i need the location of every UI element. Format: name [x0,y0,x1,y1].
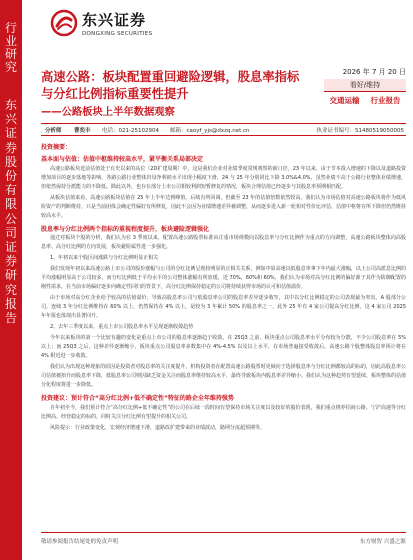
section-heading: 投资摘要： [41,144,72,151]
report-subtitle: ——公路板块上半年数据观察 [41,106,175,118]
body-paragraph: 通过对板块个股的分析，我们认为在 3 季度以来，配置高速公路股票标准由注重市场规模向以股息率与分红比例作为重点的方向调整，高速公路板块整体向高股息率、高分红比例的方向发展，板块避险属性进一步强化。 [41,235,406,250]
report-meta [324,67,406,107]
analyst-phone: 电话：021-25102904 [102,127,159,134]
rating-values-row [324,94,406,107]
logo-chinese-text: 东兴证券 [82,11,147,29]
body-paragraph: 从板块估值来看，高速公路板块估值在 25 年上半年达到峰值，后续有所回调，但截至 23 年的估值倍数依然较高。我们认为市场估值对高速公路板块将作为低风险资产的判断维持，只是当前团体会确定性偏好有所修复，因此不会因为业绩增速差异被调整，从而逐步进入新一轮相对性价比评估，估值中枢将有所下降但仍然维持较高水平。 [41,194,407,219]
body-paragraph: 2、去年三季度以来，重点上市公司股息率水平呈现逐渐收敛趋势 [50,324,194,330]
report-type-label: 行业报告 [370,96,401,105]
analyst-email[interactable]: 邮箱：caoyf_yjs@dxzq.net.cn [170,127,250,134]
footer-divider [41,532,406,533]
sidebar-strip [0,0,22,560]
logo-english-text: DONGXING SECURITIES [82,31,153,37]
body-paragraph: 高速公路板块近前估值处于有史以来的高位（2D扩建周期）中，这是我们企业对业绩季度常规观察的新口径，23 年以来，由于节本投入增速的下降以及道路投资增加项目的逐步落地等影响，各路公路行业整体归母净利润水平出现小幅度下滑，24 与 25 年分别同比下降 3.0%&4.0%，虽然业绩不高于公路行业整体业绩增速，但依然保持分派能力的不降低。除此以外，也存在部分上市公司相较利润短暂修复的情况，板块合理估值已经逐步与其股息率预期相匹配。 [41,165,406,190]
body-paragraph: 今年以来板块的第一个比较有趣的变化是重点上市公司的股息率逐渐趋于收敛，在 25Q3 之前，板块重点公司股息率水平分布较为分散，不少公司股息率在 5% 以上；而 25Q3 之后，这种差异逐渐缩小，板块重点公司股息率多数集中在 4%-4.5% 以及以上水平，在市场普遍接受收敛后，高速公路个股整体股息率预计将在 4% 附近进一步收敛。 [41,335,406,359]
sidebar-category-label: 行业研究 [4,21,17,74]
analyst-role: 分析师 [45,127,62,134]
body-paragraph: 风险提示：行业政策变化，宏观经济增速下滑，道路改扩建带来的业绩波动，路网分流超预期等。 [50,424,266,431]
analyst-license: 执业证书编号：S1480519050005 [316,127,404,134]
dongxing-logo-icon [50,9,78,37]
company-logo [50,7,160,43]
sidebar-publisher-label: 东兴证券股份有限公司证券研究报告 [4,98,17,326]
report-title: 高速公路：板块配置重回避险逻辑，股息率指标与分红比例指标重要性提升 [41,70,300,101]
section-heading: 基本面与估值：估值中枢维持较高水平，紧平衡关系局部决定 [41,156,204,163]
rating-label: 看好/维持 [324,79,406,92]
body-paragraph: 我们发现年初以来高速公路上市公司的股价涨幅与公司的分红比例呈现较明显的正相关关系，例如中原高速以低股息率拿下年内最大涨幅，以上公司高派息比例的平均涨幅明显高于公司较多，而分红比例低于平均水平的公司整体涨幅有所放缓，近 70%、60%和 60%，我们认为市场对高分红比例的偏好源于其作为防御配置的刚性需求，在当前市场偏好逐步向确定性回归的背景下，高分红比例保持稳定的公司将持续获得市场的认可和估值溢价。 [41,266,406,290]
report-date: 2026 年 7 月 20 日 [342,68,406,76]
analyst-name: 曹奕丰 [74,127,91,134]
body-paragraph: 1、年初以来个股区间涨跌与分红比例明显正相关 [50,255,159,261]
footer-disclaimer: 敬请参阅报告结尾处的免责声明 [41,539,119,545]
industry-label: 交通运输 [329,96,360,105]
body-paragraph: 由于市场对高分红企业给予较高的估值溢价，导致高股息率公司与低股息率公司的股息率差异逐步收窄，其中以分红比例稳定的公司表现最为突出。A 股部分公司，连续 3 年分红比例维持在 60% 以上，仍然保持在 4% 以上，是较为 3 年累计 50% 的股息率之一，此外 25 年有 4 家公司提高分红比例，这 4 家公司 2025 年年报也体现出显著回升。 [41,295,406,319]
footer-slogan: 东方财智 兴盛之源 [360,539,406,545]
section-heading: 投资建议：预计符合“高分红比例+低不确定性”特征的路企全年维持强势 [41,395,234,402]
report-body [41,139,406,435]
section-heading: 股息率与分红比例两个指标的重视程度提升，板块避险逻辑强化 [41,225,210,233]
body-paragraph: 自年初至今，我们预计符合“高分红比例+低不确定性”的公司在后续一段时间有望保持市场关注度以及较好的股价表现，我们重点推荐招商公路、宁沪高速等分红比例高、经营稳定的标的，同时关注分红比例有望提升的相关公司。 [41,404,406,420]
analyst-bar [41,123,406,136]
body-paragraph: 我们认为出现这种现象的原因是投资者对股息率的关注度提升，机构投资者在配置高速公路股票时更倾向于选择股息率与分红比例都较高的标的，因此高股息率公司估值被抬升而股息率下降，低股息率公司则因缺乏资金关注而股息率维持较高水平，最终导致板块内股息率差异缩小。我们认为这种趋势有望延续，板块整体的估值分化程度将进一步降低。 [41,364,407,388]
rating-header-row [324,79,406,92]
